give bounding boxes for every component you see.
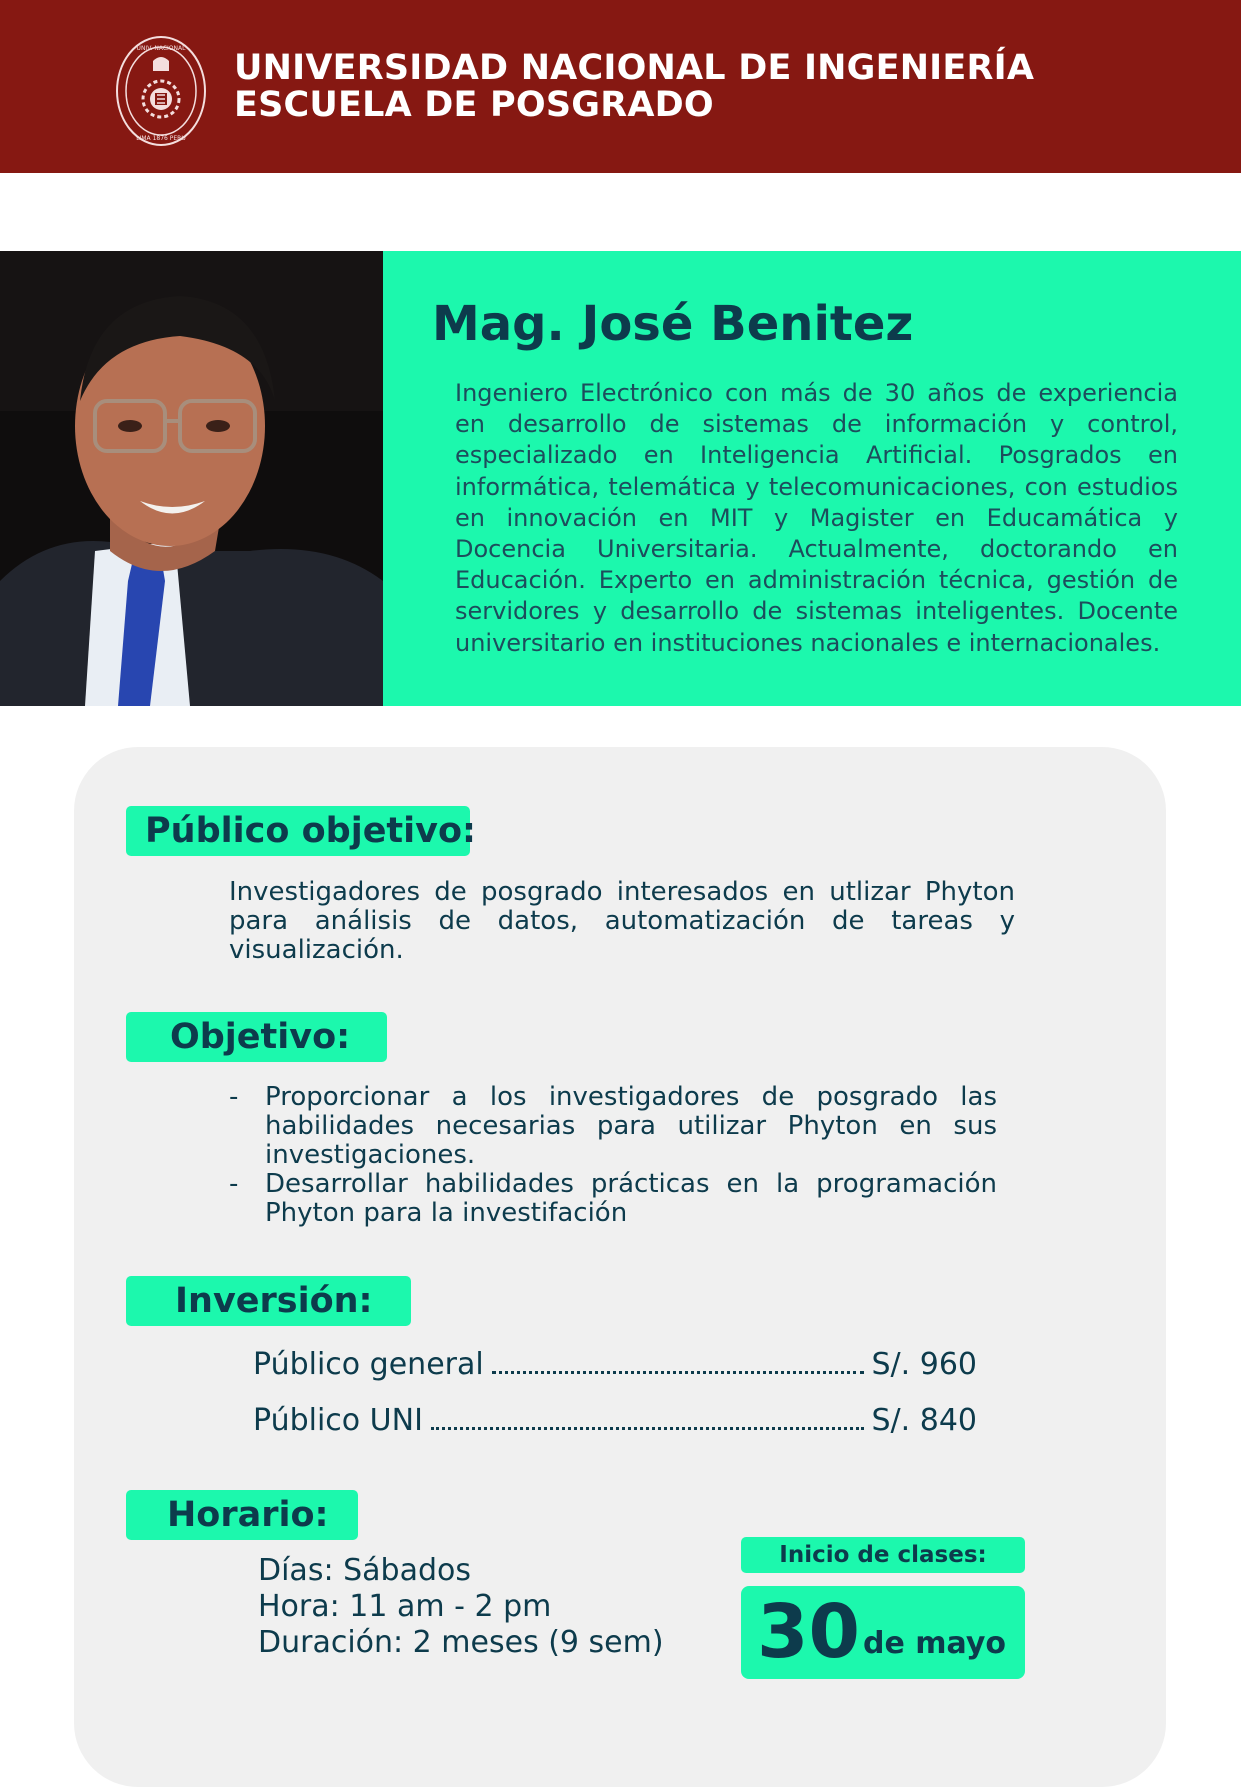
price-value: S/. 840 — [871, 1403, 977, 1438]
svg-text:LIMA 1876 PERU: LIMA 1876 PERU — [136, 135, 186, 142]
university-seal-logo — [113, 33, 209, 149]
instructor-name: Mag. José Benitez — [432, 296, 914, 352]
objective-heading: Objetivo: — [126, 1012, 387, 1062]
schedule-duration: Duración: 2 meses (9 sem) — [258, 1625, 664, 1660]
schedule-hours: Hora: 11 am - 2 pm — [258, 1589, 552, 1624]
price-row-uni — [253, 1403, 977, 1438]
price-value: S/. 960 — [871, 1347, 977, 1382]
objective-list — [229, 1083, 997, 1228]
instructor-portrait-image — [0, 251, 383, 706]
bullet-dash: - — [229, 1082, 239, 1112]
price-label: Público general — [253, 1347, 484, 1382]
dotted-leader — [492, 1371, 864, 1374]
objective-item-text: Desarrollar habilidades prácticas en la programación Phyton para la investifación — [265, 1169, 997, 1228]
start-date-label: Inicio de clases: — [741, 1537, 1025, 1573]
header-title — [234, 50, 1034, 124]
objective-item-text: Proporcionar a los investigadores de posgrado las habilidades necesarias para utilizar Phyton en sus investigaciones. — [265, 1082, 997, 1170]
investment-heading: Inversión: — [126, 1276, 411, 1326]
price-label: Público UNI — [253, 1403, 423, 1438]
schedule-days: Días: Sábados — [258, 1553, 471, 1588]
start-day: 30 — [757, 1589, 860, 1675]
target-audience-text: Investigadores de posgrado interesados en utlizar Phyton para análisis de datos, automatización de tareas y visualización. — [229, 877, 1015, 965]
school-name: ESCUELA DE POSGRADO — [234, 85, 714, 125]
target-audience-heading: Público objetivo: — [126, 806, 470, 856]
instructor-bio: Ingeniero Electrónico con más de 30 años de experiencia en desarrollo de sistemas de información y control, especializado en Inteligencia Artificial. Posgrados en informática, telemática y telecomunicaciones, con estudios en innovación en MIT y Magister en Educamática y Docencia Universitaria. Actualmente, doctorando en Educación. Experto en administración técnica, gestión de servidores y desarrollo de sistemas inteligentes. Docente universitario en instituciones nacionales e internacionales. — [455, 379, 1178, 657]
schedule-heading: Horario: — [126, 1490, 358, 1540]
bullet-dash: - — [229, 1169, 239, 1199]
objective-list-container — [229, 1083, 997, 1228]
schedule-details — [258, 1553, 664, 1661]
dotted-leader — [431, 1427, 864, 1430]
header-bar — [0, 0, 1241, 173]
instructor-photo — [0, 251, 383, 706]
price-row-general — [253, 1347, 977, 1382]
university-name: UNIVERSIDAD NACIONAL DE INGENIERÍA — [234, 48, 1035, 88]
objective-item — [229, 1083, 997, 1170]
objective-item — [229, 1170, 997, 1228]
svg-text:UNIV. NACIONAL: UNIV. NACIONAL — [136, 45, 186, 52]
start-month: de mayo — [863, 1626, 1007, 1661]
start-date-badge — [741, 1586, 1025, 1679]
